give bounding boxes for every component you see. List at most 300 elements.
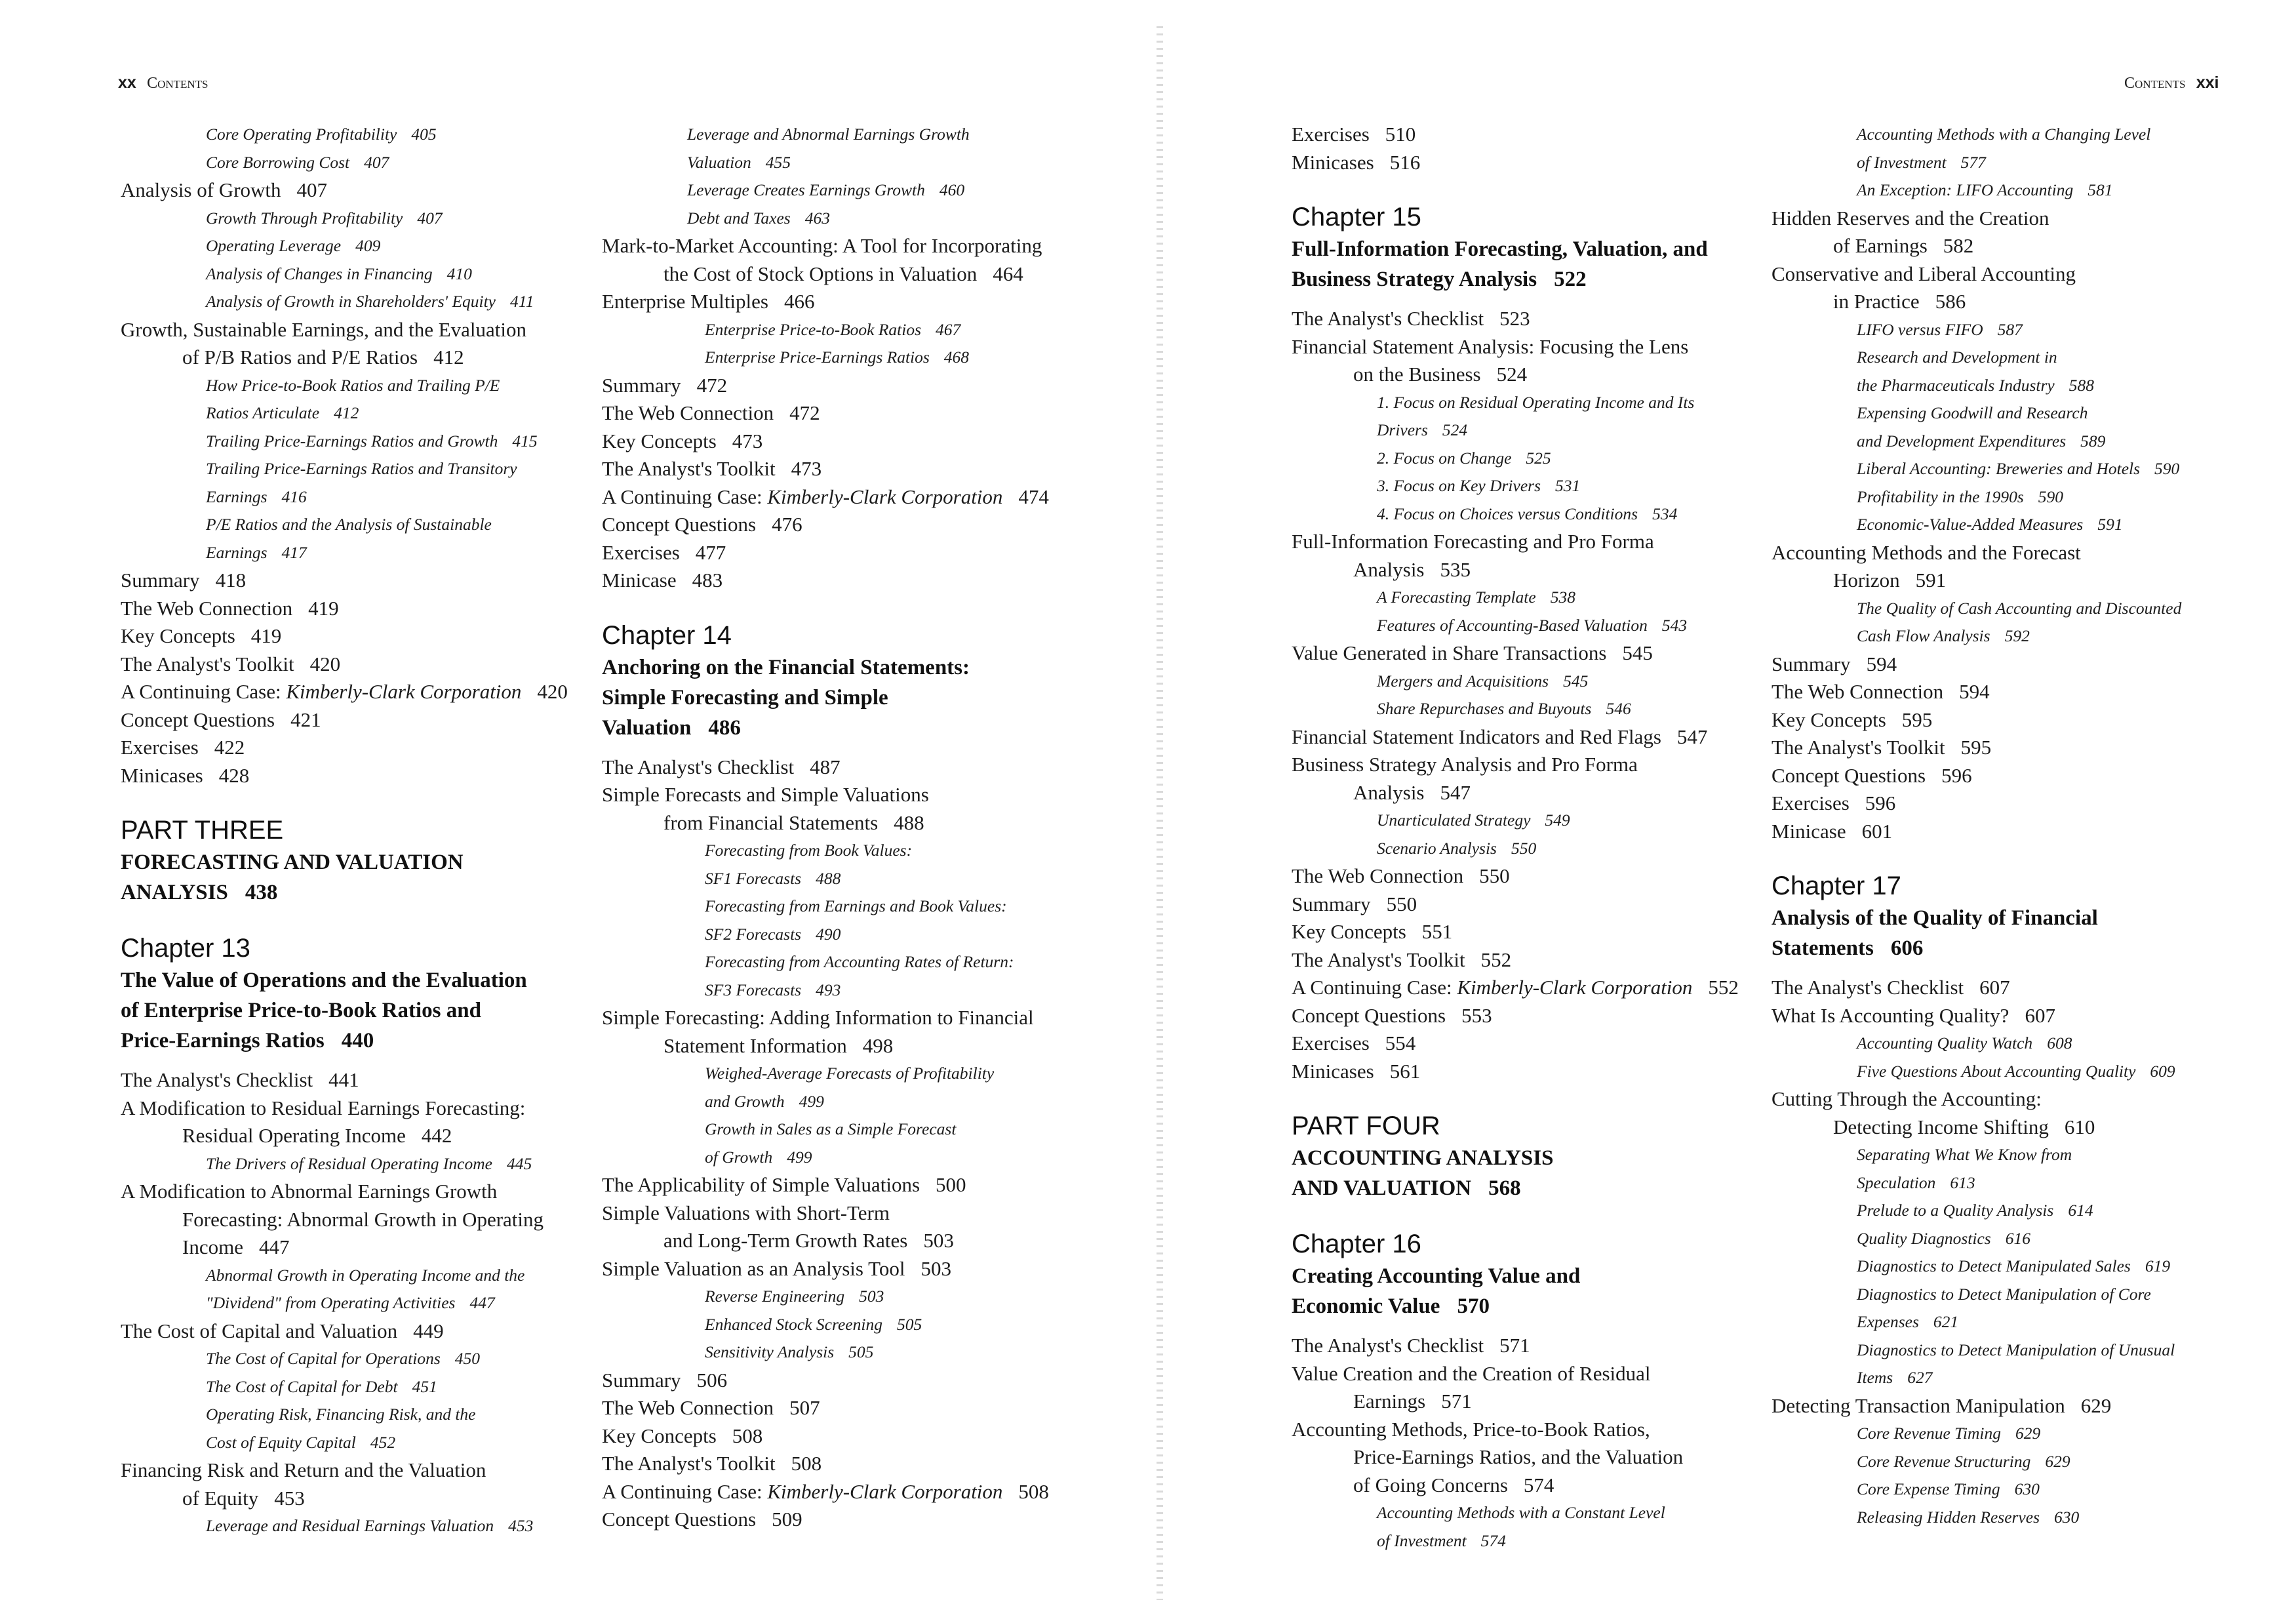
- entry-page-number: 419: [250, 624, 282, 647]
- toc-entry: [602, 539, 1049, 567]
- entry-title: A Continuing Case:: [1292, 976, 1457, 999]
- entry-title: An Exception: LIFO Accounting: [1857, 180, 2074, 199]
- toc-entry: [602, 1283, 1049, 1311]
- toc-entry: [1292, 416, 1739, 445]
- entry-title: of P/B Ratios and P/E Ratios: [182, 346, 418, 369]
- entry-title: Key Concepts: [1292, 920, 1406, 943]
- entry-title: Operating Risk, Financing Risk, and the: [206, 1405, 476, 1424]
- toc-entry: [1771, 974, 2181, 1002]
- toc-entry: [121, 316, 568, 344]
- entry-page-number: 553: [1461, 1003, 1492, 1027]
- toc-entry: [1771, 595, 2181, 623]
- toc-entry: [1292, 723, 1739, 751]
- entry-page-number: 616: [2005, 1228, 2030, 1248]
- toc-entry: [602, 1478, 1049, 1506]
- entry-title: of Equity: [182, 1486, 259, 1510]
- toc-entry: [1771, 790, 2181, 818]
- entry-page-number: 488: [816, 868, 841, 888]
- entry-title: Concept Questions: [602, 513, 757, 536]
- toc-entry: [602, 865, 1049, 893]
- entry-page-number: 508: [732, 1424, 763, 1447]
- entry-page-number: 552: [1480, 948, 1512, 971]
- entry-page-number: 487: [810, 755, 841, 778]
- toc-entry: [121, 344, 568, 372]
- entry-page-number: 596: [1865, 791, 1896, 814]
- toc-entry: [1771, 622, 2181, 651]
- toc-entry: [121, 622, 568, 651]
- toc-entry: [121, 232, 568, 260]
- toc-entry: [121, 121, 568, 149]
- toc-entry: [1292, 779, 1739, 807]
- entry-title: Debt and Taxes: [687, 208, 791, 228]
- entry-title: Items: [1857, 1368, 1893, 1387]
- entry-title: Accounting Methods and the Forecast: [1771, 540, 2081, 564]
- heading-subtitle-line: Business Strategy Analysis 522: [1292, 268, 1587, 291]
- toc-entry: [1771, 539, 2181, 567]
- toc-entry: [121, 1094, 568, 1123]
- toc-entry: [1292, 1002, 1739, 1030]
- entry-page-number: 445: [506, 1153, 532, 1173]
- entry-title: Key Concepts: [121, 624, 235, 647]
- entry-page-number: 613: [1950, 1172, 1975, 1192]
- entry-title: Leverage Creates Earnings Growth: [687, 180, 925, 199]
- entry-page-number: 607: [2025, 1003, 2055, 1027]
- right-running-head: [2118, 73, 2219, 92]
- entry-page-number: 591: [1915, 569, 1947, 591]
- toc-entry: [1292, 1472, 1739, 1500]
- entry-title: Ratios Articulate: [206, 403, 320, 422]
- entry-title: Financing Risk and Return and the Valuation: [121, 1458, 486, 1481]
- toc-entry: [1292, 556, 1739, 584]
- entry-page-number: 418: [215, 569, 247, 591]
- entry-title: The Web Connection: [1292, 864, 1464, 887]
- entry-title: Forecasting: Abnormal Growth in Operating: [182, 1207, 544, 1231]
- toc-entry: [1771, 1197, 2181, 1225]
- toc-entry: [1771, 706, 2181, 734]
- entry-title: Key Concepts: [602, 429, 717, 452]
- heading-subtitle-line: Analysis of the Quality of Financial: [1771, 906, 2098, 930]
- entry-title: Simple Valuation as an Analysis Tool: [602, 1256, 905, 1280]
- toc-heading: [1292, 200, 1739, 294]
- heading-page-number: 522: [1554, 268, 1587, 291]
- toc-entry: [1292, 121, 1739, 149]
- entry-page-number: 601: [1861, 819, 1893, 843]
- entry-page-number: 455: [765, 152, 791, 172]
- toc-entry: [121, 176, 568, 205]
- entry-title: Horizon: [1833, 569, 1900, 591]
- toc-entry: [602, 372, 1049, 400]
- toc-entry: [1292, 149, 1739, 177]
- entry-page-number: 550: [1386, 892, 1417, 915]
- entry-title: Simple Forecasting: Adding Information to Financial: [602, 1006, 1034, 1029]
- toc-entry: [121, 1206, 568, 1234]
- toc-entry: [1292, 1499, 1739, 1527]
- entry-title: Enhanced Stock Screening: [705, 1314, 882, 1334]
- toc-entry: [1771, 176, 2181, 205]
- entry-page-number: 591: [2097, 515, 2123, 534]
- toc-entry: [1771, 1252, 2181, 1281]
- toc-entry: [1292, 305, 1739, 333]
- entry-title: Analysis of Changes in Financing: [206, 264, 433, 283]
- heading-title: Chapter 15: [1292, 203, 1421, 231]
- toc-entry: [1771, 428, 2181, 456]
- entry-title: The Drivers of Residual Operating Income: [206, 1153, 492, 1173]
- entry-page-number: 607: [1979, 976, 2010, 999]
- entry-page-number: 447: [258, 1235, 290, 1258]
- entry-title: Mark-to-Market Accounting: A Tool for Incorporating: [602, 234, 1042, 257]
- entry-title-emphasis: Kimberly-Clark Corporation: [767, 1479, 1003, 1503]
- toc-entry: [1292, 1332, 1739, 1360]
- entry-page-number: 590: [2154, 459, 2180, 478]
- entry-title: Income: [182, 1235, 243, 1258]
- entry-title: The Cost of Capital and Valuation: [121, 1319, 398, 1342]
- entry-title: The Quality of Cash Accounting and Discounted: [1857, 598, 2182, 618]
- toc-entry: [121, 428, 568, 456]
- entry-title-emphasis: Kimberly-Clark Corporation: [286, 680, 522, 703]
- entry-page-number: 473: [732, 429, 763, 452]
- toc-entry: [602, 121, 1049, 149]
- entry-page-number: 410: [446, 264, 472, 283]
- toc-entry: [121, 1345, 568, 1373]
- entry-title: "Dividend" from Operating Activities: [206, 1293, 456, 1312]
- entry-title: Detecting Transaction Manipulation: [1771, 1393, 2065, 1417]
- entry-title: Expenses: [1857, 1312, 1919, 1331]
- entry-page-number: 509: [772, 1508, 802, 1531]
- toc-entry: [121, 1066, 568, 1094]
- entry-page-number: 608: [2047, 1033, 2072, 1052]
- entry-page-number: 415: [512, 431, 538, 451]
- entry-title: A Modification to Abnormal Earnings Growth: [121, 1180, 498, 1203]
- book-gutter: [1157, 26, 1163, 1600]
- entry-title: Detecting Income Shifting: [1833, 1115, 2049, 1138]
- toc-heading: [602, 618, 1049, 743]
- entry-page-number: 549: [1545, 811, 1570, 830]
- entry-title: Minicase: [602, 569, 677, 591]
- entry-page-number: 499: [787, 1147, 812, 1167]
- toc-entry: [602, 781, 1049, 809]
- entry-title: The Analyst's Toolkit: [1771, 736, 1945, 759]
- toc-entry: [602, 455, 1049, 483]
- toc-entry: [121, 762, 568, 790]
- toc-entry: [121, 567, 568, 595]
- toc-entry: [121, 1401, 568, 1429]
- entry-page-number: 483: [692, 569, 723, 591]
- toc-entry: [602, 232, 1049, 260]
- toc-entry: [1292, 862, 1739, 891]
- toc-entry: [1771, 1058, 2181, 1086]
- entry-page-number: 420: [537, 680, 568, 703]
- entry-page-number: 450: [454, 1349, 480, 1368]
- entry-page-number: 574: [1523, 1473, 1554, 1496]
- toc-entry: [1771, 1113, 2181, 1142]
- entry-page-number: 449: [413, 1319, 444, 1342]
- toc-entry: [602, 809, 1049, 837]
- toc-entry: [1292, 1527, 1739, 1555]
- entry-title: Summary: [1771, 652, 1851, 675]
- entry-title: The Web Connection: [602, 401, 774, 424]
- entry-page-number: 619: [2145, 1256, 2171, 1275]
- entry-title: The Analyst's Checklist: [1771, 976, 1964, 999]
- heading-subtitle-line: Economic Value 570: [1292, 1294, 1490, 1318]
- toc-entry: [1771, 149, 2181, 177]
- entry-title: Earnings: [206, 487, 267, 506]
- toc-entry: [1292, 1416, 1739, 1444]
- heading-page-number: 438: [245, 881, 278, 904]
- entry-title: of Investment: [1857, 152, 1947, 172]
- entry-title: Leverage and Residual Earnings Valuation: [206, 1516, 494, 1535]
- toc-entry: [602, 483, 1049, 511]
- entry-page-number: 428: [218, 763, 250, 787]
- entry-title: Simple Forecasts and Simple Valuations: [602, 783, 929, 806]
- entry-title: Five Questions About Accounting Quality: [1857, 1061, 2136, 1081]
- toc-entry: [121, 1317, 568, 1346]
- toc-entry: [602, 205, 1049, 233]
- entry-title: Enterprise Price-Earnings Ratios: [705, 348, 930, 367]
- entry-title: Drivers: [1377, 420, 1428, 439]
- entry-title: Releasing Hidden Reserves: [1857, 1507, 2040, 1527]
- entry-page-number: 534: [1652, 504, 1678, 523]
- toc-entry: [1292, 807, 1739, 835]
- toc-entry: [1771, 1030, 2181, 1058]
- entry-title: Weighed-Average Forecasts of Profitability: [705, 1064, 995, 1083]
- entry-title: The Cost of Capital for Debt: [206, 1376, 398, 1396]
- entry-title: Unarticulated Strategy: [1377, 811, 1531, 830]
- entry-title: 1. Focus on Residual Operating Income and Its: [1377, 392, 1695, 412]
- entry-page-number: 505: [848, 1342, 874, 1361]
- entry-page-number: 582: [1943, 234, 1974, 257]
- entry-title: Scenario Analysis: [1377, 838, 1497, 858]
- entry-title: Summary: [602, 373, 681, 397]
- toc-entry: [121, 734, 568, 762]
- toc-entry: [121, 149, 568, 177]
- toc-entry: [1771, 734, 2181, 762]
- entry-page-number: 614: [2068, 1201, 2093, 1220]
- toc-column-1: [121, 121, 568, 1540]
- entry-page-number: 524: [1496, 363, 1528, 386]
- toc-entry: [602, 1338, 1049, 1367]
- entry-page-number: 503: [859, 1287, 884, 1306]
- entry-title: Mergers and Acquisitions: [1377, 671, 1549, 691]
- toc-heading: [121, 931, 568, 1056]
- entry-page-number: 550: [1511, 838, 1537, 858]
- toc-entry: [121, 288, 568, 316]
- toc-entry: [1292, 835, 1739, 863]
- toc-entry: [121, 205, 568, 233]
- toc-entry: [1771, 1336, 2181, 1365]
- toc-entry: [1771, 121, 2181, 149]
- entry-page-number: 581: [2088, 180, 2113, 199]
- entry-title: Analysis: [1353, 780, 1425, 804]
- toc-entry: [602, 399, 1049, 428]
- entry-title: Summary: [602, 1368, 681, 1392]
- entry-title: Valuation: [687, 152, 751, 172]
- entry-title: A Continuing Case:: [121, 680, 287, 703]
- entry-title: Minicases: [1292, 150, 1374, 174]
- entry-title: SF3 Forecasts: [705, 980, 802, 999]
- toc-heading: [1292, 1109, 1739, 1203]
- entry-page-number: 547: [1440, 780, 1471, 804]
- entry-title: Financial Statement Analysis: Focusing the Lens: [1292, 334, 1689, 358]
- toc-entry: [602, 288, 1049, 316]
- entry-page-number: 407: [364, 152, 389, 172]
- toc-entry: [121, 399, 568, 428]
- entry-page-number: 468: [943, 348, 970, 367]
- right-header-word: Contents: [2124, 75, 2186, 92]
- entry-title: Accounting Methods with a Constant Level: [1377, 1503, 1665, 1522]
- toc-entry: [602, 1506, 1049, 1534]
- heading-title: PART THREE: [121, 816, 284, 845]
- entry-page-number: 422: [214, 736, 245, 759]
- entry-page-number: 574: [1480, 1531, 1506, 1550]
- entry-page-number: 629: [2080, 1393, 2112, 1417]
- toc-entry: [121, 1512, 568, 1540]
- entry-page-number: 523: [1499, 307, 1530, 330]
- entry-page-number: 472: [789, 401, 820, 424]
- entry-page-number: 592: [2004, 626, 2030, 645]
- toc-entry: [1292, 946, 1739, 974]
- toc-entry: [602, 1255, 1049, 1283]
- toc-entry: [602, 1227, 1049, 1255]
- entry-title: Leverage and Abnormal Earnings Growth: [687, 125, 970, 144]
- toc-entry: [121, 455, 568, 483]
- toc-entry: [602, 1171, 1049, 1199]
- toc-entry: [1771, 567, 2181, 595]
- toc-entry: [602, 892, 1049, 921]
- entry-page-number: 545: [1622, 641, 1653, 664]
- entry-title: of Growth: [705, 1147, 773, 1167]
- toc-entry: [1292, 445, 1739, 473]
- entry-page-number: 594: [1959, 680, 1990, 703]
- toc-entry: [121, 511, 568, 539]
- entry-title: Forecasting from Earnings and Book Values:: [705, 896, 1007, 915]
- heading-subtitle-line: Simple Forecasting and Simple: [602, 685, 888, 710]
- toc-entry: [602, 1060, 1049, 1088]
- entry-title: LIFO versus FIFO: [1857, 319, 1983, 339]
- entry-title: Minicases: [121, 763, 203, 787]
- toc-entry: [1771, 511, 2181, 539]
- entry-page-number: 412: [334, 403, 359, 422]
- entry-title: The Analyst's Checklist: [1292, 1334, 1484, 1357]
- toc-entry: [1292, 500, 1739, 529]
- entry-title: Price-Earnings Ratios, and the Valuation: [1353, 1445, 1684, 1468]
- entry-page-number: 524: [1442, 420, 1468, 439]
- toc-entry: [602, 753, 1049, 782]
- entry-title: Analysis of Growth: [121, 178, 281, 201]
- toc-entry: [1771, 1392, 2181, 1420]
- heading-title: Chapter 16: [1292, 1230, 1421, 1258]
- entry-title: Exercises: [121, 736, 199, 759]
- right-page-number: xxi: [2196, 73, 2219, 92]
- entry-page-number: 629: [2045, 1451, 2070, 1471]
- toc-entry: [1771, 678, 2181, 706]
- toc-entry: [121, 1233, 568, 1262]
- entry-title: Key Concepts: [602, 1424, 717, 1447]
- entry-title: Conservative and Liberal Accounting: [1771, 262, 2076, 285]
- entry-page-number: 490: [816, 924, 841, 944]
- entry-title: Prelude to a Quality Analysis: [1857, 1201, 2054, 1220]
- entry-page-number: 629: [2015, 1424, 2041, 1443]
- entry-title: Financial Statement Indicators and Red Flags: [1292, 725, 1661, 748]
- heading-subtitle-line: Valuation 486: [602, 715, 741, 740]
- entry-page-number: 627: [1907, 1368, 1933, 1387]
- toc-heading: [121, 813, 568, 908]
- entry-title: Core Operating Profitability: [206, 125, 397, 144]
- toc-entry: [1771, 1308, 2181, 1336]
- entry-page-number: 477: [695, 540, 726, 564]
- entry-page-number: 546: [1606, 699, 1631, 718]
- entry-page-number: 505: [896, 1314, 922, 1334]
- toc-entry: [1292, 389, 1739, 417]
- heading-title: PART FOUR: [1292, 1112, 1440, 1140]
- toc-entry: [602, 1199, 1049, 1228]
- toc-entry: [1771, 288, 2181, 316]
- entry-page-number: 609: [2150, 1061, 2175, 1081]
- entry-title: How Price-to-Book Ratios and Trailing P/E: [206, 375, 500, 395]
- entry-page-number: 538: [1550, 588, 1575, 607]
- entry-page-number: 503: [923, 1229, 954, 1252]
- entry-page-number: 453: [274, 1486, 305, 1510]
- entry-title: The Web Connection: [1771, 680, 1944, 703]
- entry-page-number: 472: [696, 373, 728, 397]
- entry-page-number: 407: [296, 178, 328, 201]
- entry-title: Trailing Price-Earnings Ratios and Growth: [206, 431, 498, 451]
- toc-entry: [121, 1429, 568, 1457]
- toc-entry: [602, 1032, 1049, 1060]
- entry-title: Reverse Engineering: [705, 1287, 845, 1306]
- heading-subtitle-line: Creating Accounting Value and: [1292, 1264, 1581, 1288]
- toc-entry: [1771, 205, 2181, 233]
- toc-entry: [1771, 455, 2181, 483]
- entry-title: Accounting Methods with a Changing Level: [1857, 125, 2151, 144]
- toc-entry: [1292, 1388, 1739, 1416]
- entry-title: A Continuing Case:: [602, 485, 768, 508]
- heading-subtitle-line: ANALYSIS 438: [121, 881, 278, 904]
- toc-entry: [602, 948, 1049, 976]
- heading-title: Chapter 17: [1771, 872, 1901, 900]
- entry-page-number: 571: [1499, 1334, 1530, 1357]
- toc-entry: [1292, 918, 1739, 946]
- heading-page-number: 568: [1488, 1176, 1521, 1200]
- toc-entry: [1292, 974, 1739, 1002]
- entry-page-number: 451: [412, 1376, 437, 1396]
- toc-entry: [121, 651, 568, 679]
- toc-entry: [1771, 1364, 2181, 1392]
- entry-title: The Analyst's Toolkit: [1292, 948, 1465, 971]
- entry-page-number: 466: [783, 290, 815, 313]
- toc-entry: [121, 1262, 568, 1290]
- entry-page-number: 419: [308, 596, 339, 620]
- entry-page-number: 441: [328, 1068, 359, 1091]
- toc-entry: [1771, 1504, 2181, 1532]
- entry-title: Concept Questions: [1771, 763, 1926, 787]
- entry-title: Abnormal Growth in Operating Income and the: [206, 1265, 525, 1285]
- entry-title: A Modification to Residual Earnings Forecasting:: [121, 1096, 526, 1119]
- toc-entry: [121, 1122, 568, 1150]
- heading-subtitle-line: FORECASTING AND VALUATION: [121, 851, 464, 874]
- toc-entry: [121, 1150, 568, 1178]
- entry-title: Business Strategy Analysis and Pro Forma: [1292, 753, 1638, 776]
- entry-page-number: 506: [696, 1368, 728, 1392]
- toc-entry: [602, 1367, 1049, 1395]
- entry-title: Enterprise Multiples: [602, 290, 768, 313]
- entry-page-number: 630: [2014, 1479, 2040, 1498]
- entry-page-number: 498: [862, 1033, 894, 1057]
- entry-page-number: 588: [2068, 375, 2094, 395]
- entry-title: Core Borrowing Cost: [206, 152, 350, 172]
- toc-entry: [602, 921, 1049, 949]
- toc-entry: [121, 260, 568, 289]
- entry-page-number: 409: [355, 236, 381, 255]
